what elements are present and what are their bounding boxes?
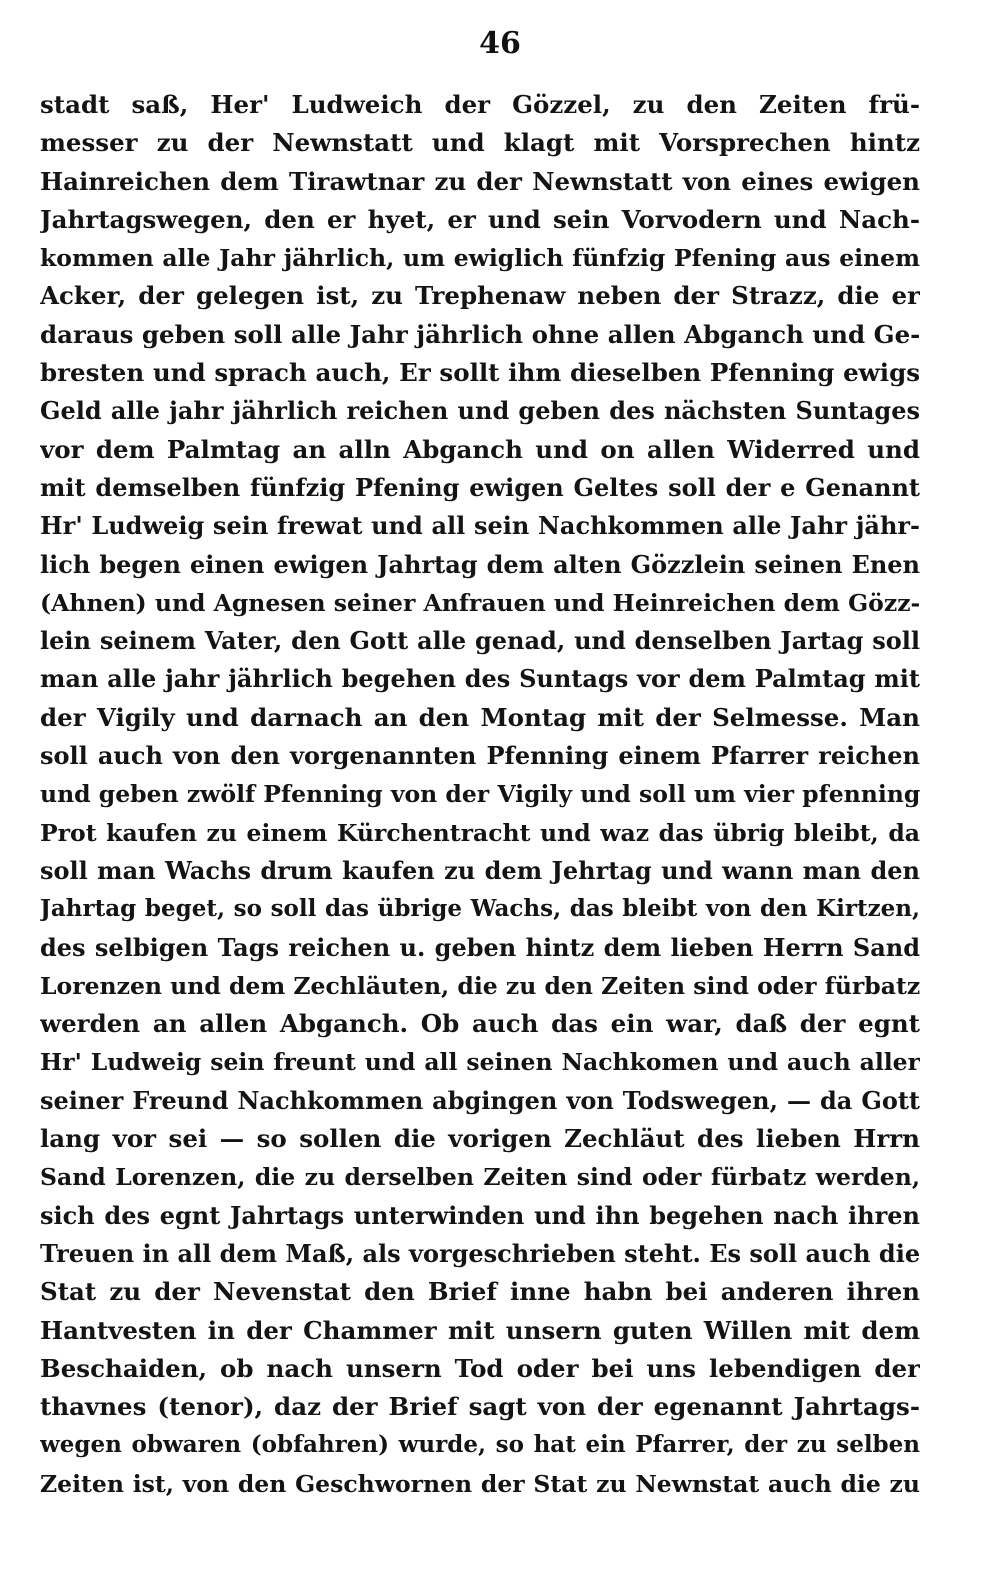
text-line: Jahrtagswegen, den er hyet, er und sein Vorvodern und Nach- — [40, 204, 920, 234]
text-line: Hainreichen dem Tirawtnar zu der Newnstatt von eines ewigen — [40, 166, 920, 196]
text-line: soll man Wachs drum kaufen zu dem Jehrtag und wann man den — [40, 855, 920, 885]
text-line: kommen alle Jahr jährlich, um ewiglich fünfzig Pfening aus einem — [40, 244, 920, 273]
text-line: Lorenzen und dem Zechläuten, die zu den Zeiten sind oder fürbatz — [40, 971, 920, 1000]
text-line: daraus geben soll alle Jahr jährlich ohne allen Abganch und Ge- — [40, 319, 920, 349]
text-line: Acker, der gelegen ist, zu Trephenaw neben der Strazz, die er — [40, 281, 920, 311]
text-line: wegen obwaren (obfahren) wurde, so hat ein Pfarrer, der zu selben — [40, 1431, 920, 1459]
text-line: Sand Lorenzen, die zu derselben Zeiten sind oder fürbatz werden, — [40, 1163, 920, 1192]
text-line: Hr' Ludweig sein freunt und all seinen Nachkomen und auch aller — [40, 1048, 920, 1077]
text-line: thavnes (tenor), daz der Brief sagt von der egenannt Jahrtags- — [40, 1392, 920, 1422]
text-line: und geben zwölf Pfenning von der Vigily und soll um vier pfenning — [40, 780, 920, 809]
text-line: Jahrtag beget, so soll das übrige Wachs, das bleibt von den Kirtzen, — [40, 895, 920, 923]
text-line: Beschaiden, ob nach unsern Tod oder bei uns lebendigen der — [40, 1353, 920, 1383]
text-line: der Vigily und darnach an den Montag mit der Selmesse. Man — [40, 702, 920, 732]
text-line: vor dem Palmtag an alln Abganch und on allen Widerred und — [40, 434, 920, 464]
text-line: bresten und sprach auch, Er sollt ihm dieselben Pfenning ewigs — [40, 358, 920, 388]
text-line: Geld alle jahr jährlich reichen und geben des nächsten Suntages — [40, 396, 920, 426]
page-number: 46 — [479, 26, 521, 61]
body-text — [40, 86, 920, 1503]
text-line: mit demselben fünfzig Pfening ewigen Geltes soll der e Genannt — [40, 472, 920, 502]
text-line: seiner Freund Nachkommen abgingen von Todswegen, — da Gott — [40, 1085, 920, 1115]
text-line: stadt saß, Her' Ludweich der Gözzel, zu den Zeiten frü- — [40, 90, 920, 119]
text-line: Stat zu der Nevenstat den Brief inne habn bei anderen ihren — [40, 1277, 920, 1307]
text-line: Zeiten ist, von den Geschwornen der Stat zu Newnstat auch die zu — [40, 1469, 920, 1498]
text-line: lein seinem Vater, den Gott alle genad, und denselben Jartag soll — [40, 626, 920, 656]
text-line: Hr' Ludweig sein frewat und all sein Nachkommen alle Jahr jähr- — [40, 511, 920, 541]
text-line: (Ahnen) und Agnesen seiner Anfrauen und Heinreichen dem Gözz- — [40, 588, 920, 617]
text-line: soll auch von den vorgenannten Pfenning einem Pfarrer reichen — [40, 741, 920, 771]
text-line: werden an allen Abganch. Ob auch das ein war, daß der egnt — [40, 1009, 920, 1039]
text-line: sich des egnt Jahrtags unterwinden und ihn begehen nach ihren — [40, 1200, 920, 1230]
text-line: Hantvesten in der Chammer mit unsern guten Willen mit dem — [40, 1315, 920, 1345]
text-line: des selbigen Tags reichen u. geben hintz dem lieben Herrn Sand — [40, 932, 920, 962]
text-line: Treuen in all dem Maß, als vorgeschrieben steht. Es soll auch die — [40, 1238, 920, 1268]
text-line: Prot kaufen zu einem Kürchentracht und waz das übrig bleibt, da — [40, 818, 920, 847]
text-line: lang vor sei — so sollen die vorigen Zechläut des lieben Hrrn — [40, 1124, 920, 1154]
text-line: man alle jahr jährlich begehen des Suntags vor dem Palmtag mit — [40, 664, 920, 694]
text-line: messer zu der Newnstatt und klagt mit Vorsprechen hintz — [40, 128, 920, 158]
text-line: lich begen einen ewigen Jahrtag dem alten Gözzlein seinen Enen — [40, 549, 920, 579]
